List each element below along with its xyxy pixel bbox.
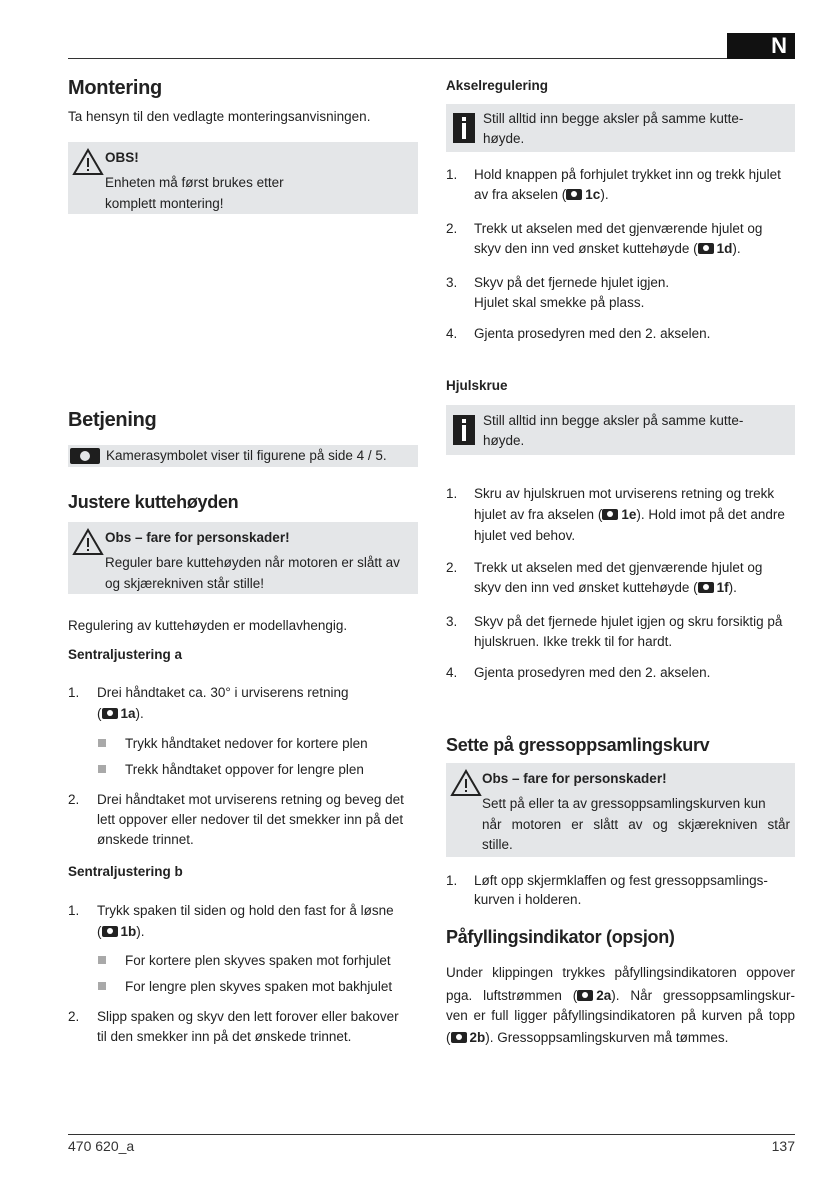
paafylling-line: ven er full ligger påfyllingsindikatoren på kurven på topp <box>446 1008 795 1023</box>
warning-line: komplett montering! <box>105 196 224 211</box>
list-item-text: hjulet ved behov. <box>474 528 576 543</box>
bullet-text: Trekk håndtaket oppover for lengre plen <box>125 762 364 777</box>
list-item-text: Skyv på det fjernede hjulet igjen og skru forsiktig på <box>474 614 783 629</box>
camera-icon <box>577 990 593 1001</box>
list-number: 1. <box>446 167 458 182</box>
list-item-ref: skyv den inn ved ønsket kuttehøyde ( 1f). <box>474 580 737 595</box>
subsection-title-sentral-a: Sentraljustering a <box>68 647 183 662</box>
list-number: 2. <box>446 221 458 236</box>
page-number: 137 <box>771 1138 795 1154</box>
bullet-text: Trykk håndtaket nedover for kortere plen <box>125 736 368 751</box>
list-number: 4. <box>446 665 458 680</box>
list-number: 2. <box>446 560 458 575</box>
warning-line: Enheten må først brukes etter <box>105 175 284 190</box>
section-title-betjening: Betjening <box>68 409 157 431</box>
warning-line: Reguler bare kuttehøyden når motoren er slått av <box>105 555 400 570</box>
language-tab: N <box>727 33 795 59</box>
warning-line: stille. <box>482 837 513 852</box>
list-number: 1. <box>446 486 458 501</box>
list-number: 4. <box>446 326 458 341</box>
warning-triangle-icon <box>72 528 104 556</box>
paafylling-line: Under klippingen trykkes påfyllingsindikatoren oppover <box>446 965 795 980</box>
list-item-text: lett oppover eller nedover til det smekker inn på det <box>97 812 404 827</box>
warning-box-justere <box>68 522 418 594</box>
list-item-text: Hold knappen på forhjulet trykket inn og trekk hjulet <box>474 167 781 182</box>
list-item-text: kurven i holderen. <box>474 892 582 907</box>
camera-note-text: Kamerasymbolet viser til figurene på side 4 / 5. <box>106 448 387 463</box>
list-number: 2. <box>68 792 80 807</box>
info-box-hjulskrue <box>446 405 795 455</box>
bullet-text: For kortere plen skyves spaken mot forhjulet <box>125 953 391 968</box>
list-number: 1. <box>446 873 458 888</box>
list-item-text: Gjenta prosedyren med den 2. akselen. <box>474 665 711 680</box>
info-line: Still alltid inn begge aksler på samme kutte- <box>483 413 744 428</box>
bullet-icon <box>98 956 106 964</box>
list-item-text: hjulskruen. Ikke trekk til for hardt. <box>474 634 673 649</box>
camera-note-box <box>68 445 418 467</box>
bullet-icon <box>98 982 106 990</box>
list-item-text: Skyv på det fjernede hjulet igjen. <box>474 275 670 290</box>
subsection-title-hjulskrue: Hjulskrue <box>446 378 508 393</box>
list-number: 1. <box>68 685 80 700</box>
camera-icon <box>566 189 582 200</box>
section-title-justere: Justere kuttehøyden <box>68 492 239 512</box>
camera-icon <box>698 582 714 593</box>
warning-triangle-icon <box>72 148 104 176</box>
footer-rule <box>68 1134 795 1135</box>
list-item-ref: av fra akselen ( 1c). <box>474 187 609 202</box>
bullet-icon <box>98 739 106 747</box>
section-title-montering: Montering <box>68 77 162 99</box>
list-item-ref: skyv den inn ved ønsket kuttehøyde ( 1d). <box>474 241 741 256</box>
list-item-text: Trekk ut akselen med det gjenværende hjulet og <box>474 560 763 575</box>
camera-icon <box>451 1032 467 1043</box>
document-id: 470 620_a <box>68 1138 135 1154</box>
info-box-aksel <box>446 104 795 152</box>
list-item-text: Drei håndtaket ca. 30° i urviserens retning <box>97 685 349 700</box>
list-item-text: Trekk ut akselen med det gjenværende hjulet og <box>474 221 763 236</box>
warning-title: Obs – fare for personskader! <box>482 771 667 786</box>
warning-box-sette <box>446 763 795 857</box>
info-line: høyde. <box>483 131 525 146</box>
list-item-text: Gjenta prosedyren med den 2. akselen. <box>474 326 711 341</box>
camera-icon <box>602 509 618 520</box>
warning-title: OBS! <box>105 150 139 165</box>
paafylling-line: ( 2b). Gressoppsamlingskurven må tømmes. <box>446 1030 729 1045</box>
list-item-text: til den smekker inn på det ønskede trinnet. <box>97 1029 352 1044</box>
warning-title: Obs – fare for personskader! <box>105 530 290 545</box>
montering-text: Ta hensyn til den vedlagte monteringsanvisningen. <box>68 109 371 124</box>
section-title-paafylling: Påfyllingsindikator (opsjon) <box>446 927 675 947</box>
info-icon <box>453 113 475 143</box>
bullet-icon <box>98 765 106 773</box>
list-number: 2. <box>68 1009 80 1024</box>
camera-icon <box>698 243 714 254</box>
section-title-sette: Sette på gressoppsamlingskurv <box>446 735 710 755</box>
list-number: 1. <box>68 903 80 918</box>
warning-line: og skjærekniven står stille! <box>105 576 265 591</box>
list-number: 3. <box>446 275 458 290</box>
info-line: Still alltid inn begge aksler på samme kutte- <box>483 111 744 126</box>
warning-triangle-icon <box>450 769 482 797</box>
camera-icon <box>102 926 118 937</box>
list-item-text: Løft opp skjermklaffen og fest gressoppsamlings- <box>474 873 768 888</box>
camera-icon <box>70 448 100 464</box>
list-item-text: Trykk spaken til siden og hold den fast for å løsne <box>97 903 394 918</box>
justere-intro: Regulering av kuttehøyden er modellavhengig. <box>68 618 348 633</box>
list-item-text: ønskede trinnet. <box>97 832 194 847</box>
warning-line: Sett på eller ta av gressoppsamlingskurven kun <box>482 796 766 811</box>
warning-box-montering <box>68 142 418 214</box>
bullet-text: For lengre plen skyves spaken mot bakhjulet <box>125 979 393 994</box>
list-item-text: Skru av hjulskruen mot urviserens retning og trekk <box>474 486 775 501</box>
list-item-ref: ( 1b). <box>97 924 145 939</box>
camera-icon <box>102 708 118 719</box>
info-icon <box>453 415 475 445</box>
subsection-title-sentral-b: Sentraljustering b <box>68 864 183 879</box>
list-item-text: Hjulet skal smekke på plass. <box>474 295 645 310</box>
subsection-title-aksel: Akselregulering <box>446 78 549 93</box>
info-line: høyde. <box>483 433 525 448</box>
paafylling-line: pga. luftstrømmen ( 2a). Når gressoppsamlingskur- <box>446 988 795 1003</box>
list-item-text: Drei håndtaket mot urviserens retning og beveg det <box>97 792 404 807</box>
list-item-ref: ( 1a). <box>97 706 144 721</box>
list-item-ref: hjulet av fra akselen ( 1e). Hold imot på det andre <box>474 507 785 522</box>
list-item-text: Slipp spaken og skyv den lett forover eller bakover <box>97 1009 399 1024</box>
header-rule <box>68 58 795 59</box>
warning-line: når motoren er slått av og skjærekniven står <box>482 817 790 832</box>
list-number: 3. <box>446 614 458 629</box>
